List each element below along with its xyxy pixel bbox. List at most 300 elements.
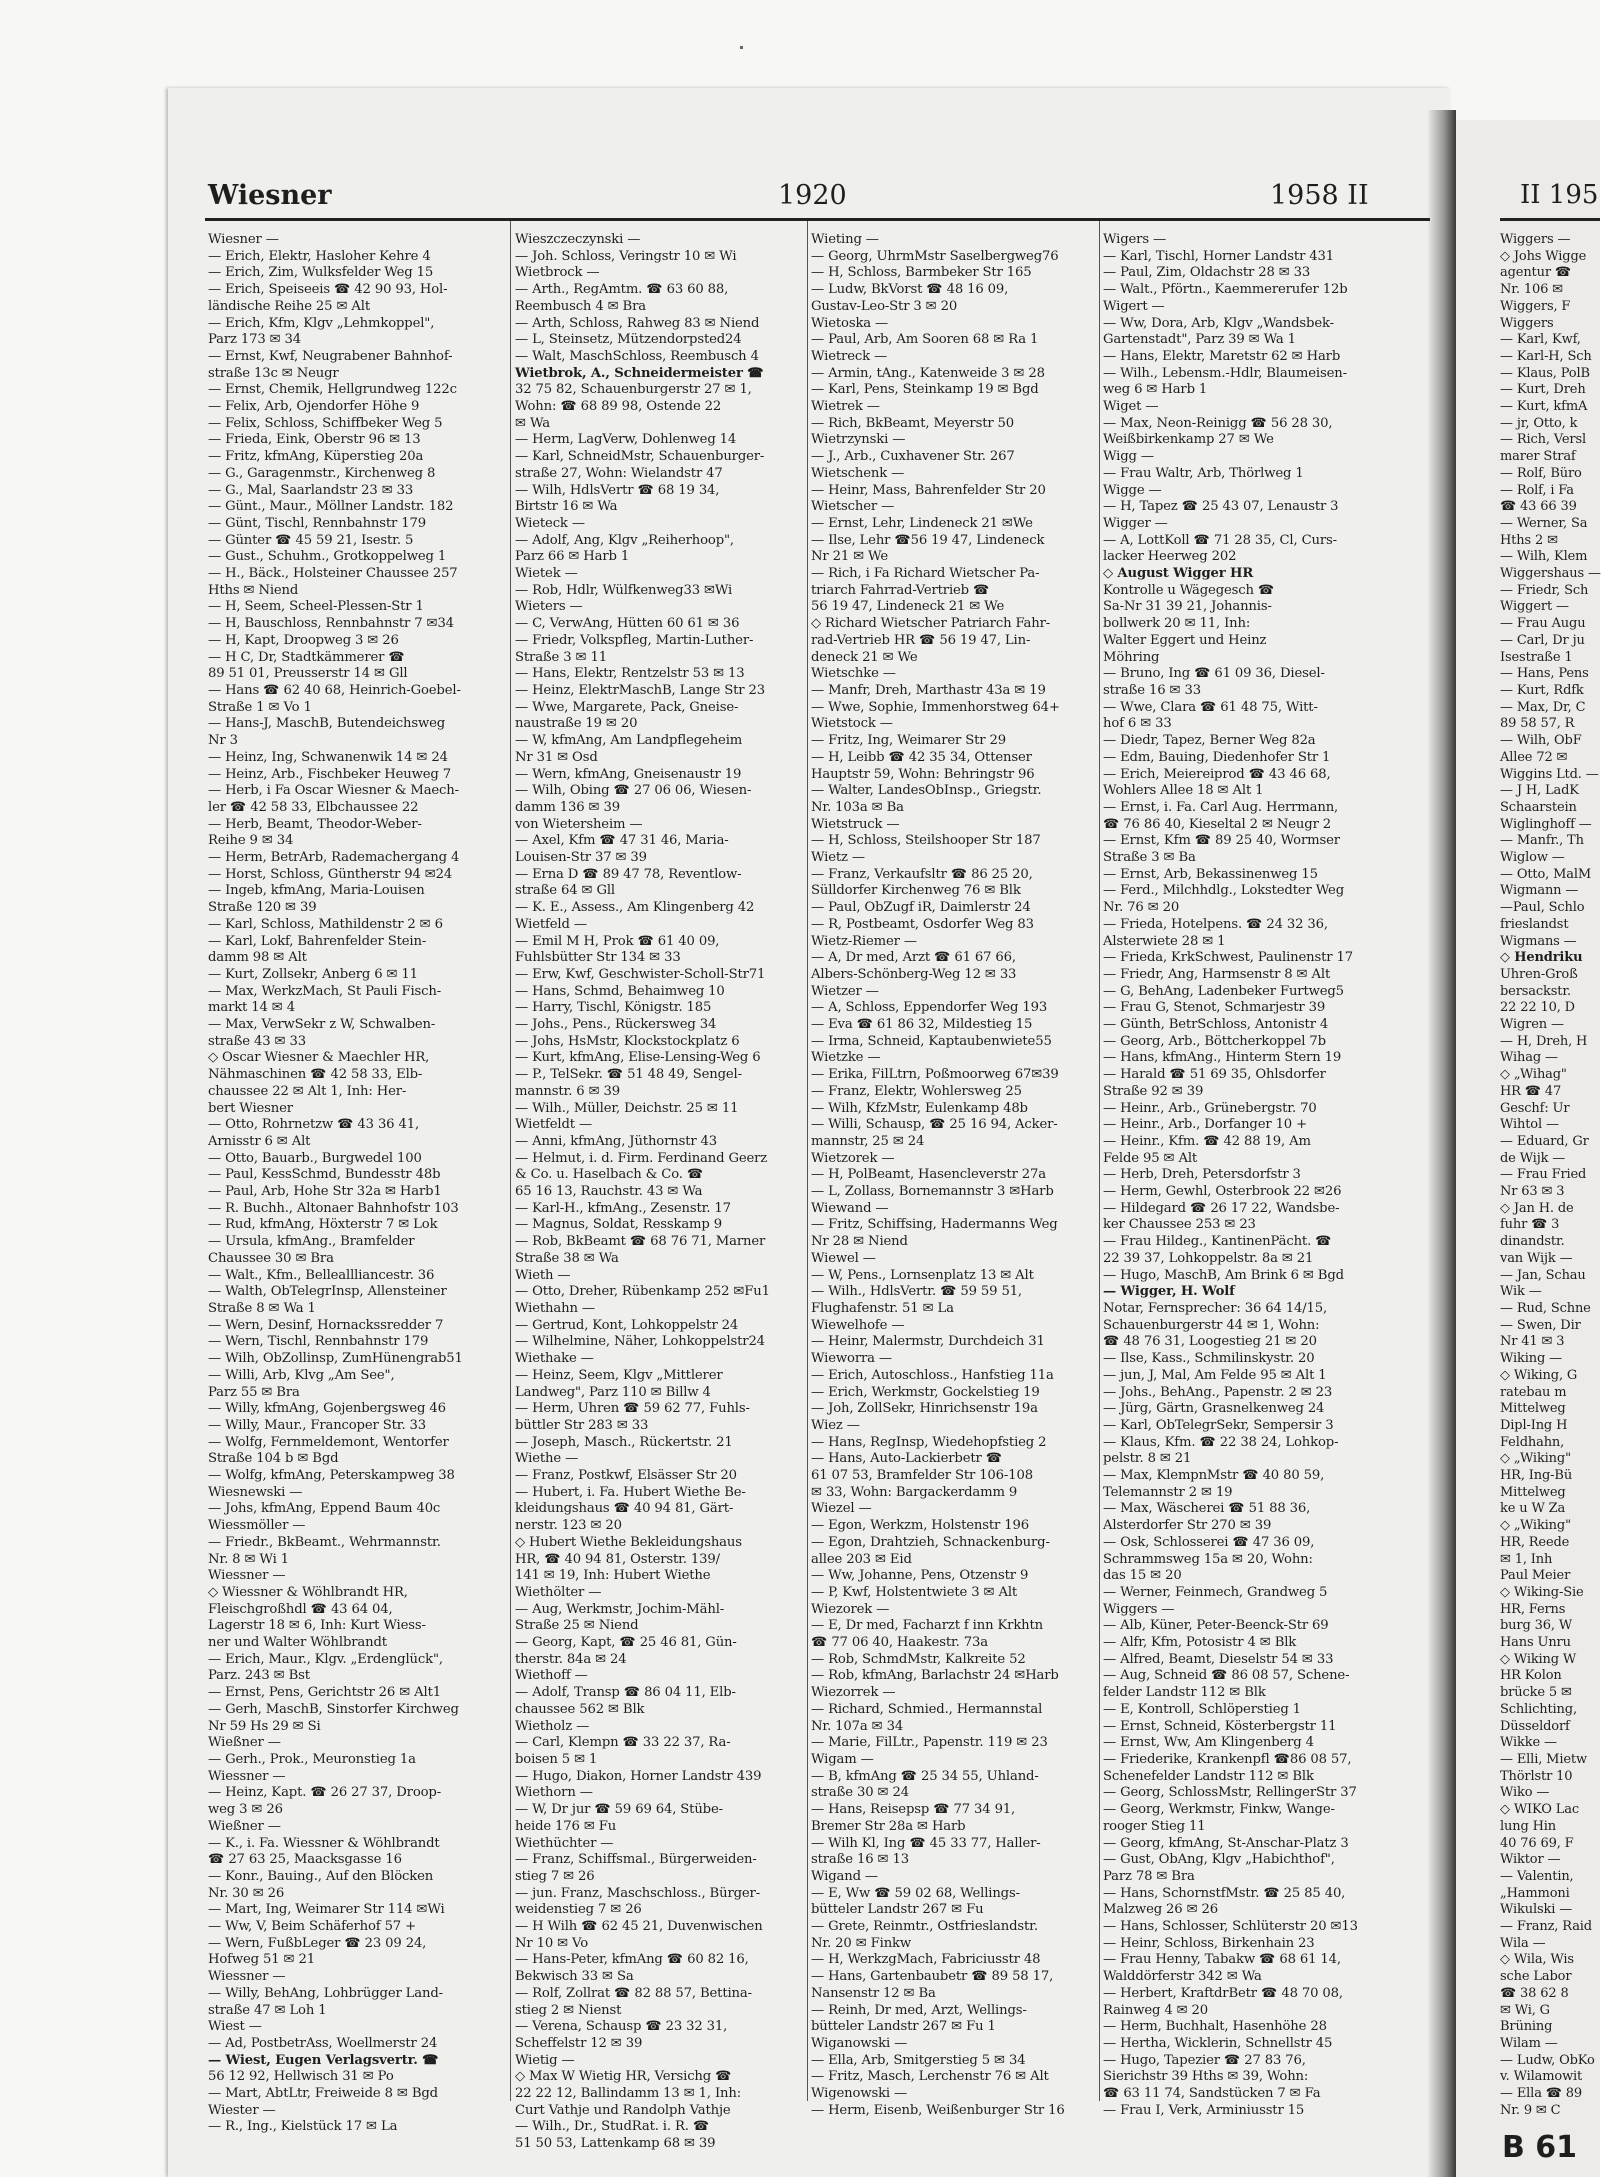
directory-line: 22 39 37, Lohkoppelstr. 8a ✉ 21 (1103, 1250, 1314, 1266)
running-head-name: Wiesner (208, 180, 332, 211)
directory-line: — Heinz, Arb., Fischbeker Heuweg 7 (208, 766, 451, 782)
directory-line: — jun, J, Mal, Am Felde 95 ✉ Alt 1 (1103, 1367, 1327, 1383)
directory-line: — Kurt, kfmA (1500, 399, 1588, 415)
directory-line: — Ernst, Schneid, Kösterbergstr 11 (1103, 1718, 1337, 1734)
directory-line: Curt Vathje und Randolph Vathje (515, 2102, 731, 2118)
directory-line: Alsterdorfer Str 270 ✉ 39 (1103, 1518, 1272, 1534)
directory-line: Wietrek — (811, 399, 880, 415)
directory-line: ◇ Jan H. de (1500, 1200, 1574, 1216)
directory-line: — Karl, Pens, Steinkamp 19 ✉ Bgd (811, 382, 1039, 398)
directory-line: mannstr, 25 ✉ 24 (811, 1133, 925, 1149)
directory-line: — Kurt, Zollsekr, Anberg 6 ✉ 11 (208, 966, 418, 982)
directory-line: — Wern, FußbLeger ☎ 23 09 24, (208, 1935, 427, 1951)
directory-line: damm 98 ✉ Alt (208, 950, 307, 966)
directory-line: — Max, Neon-Reinigg ☎ 56 28 30, (1103, 415, 1333, 431)
directory-line: — Erich, Zim, Wulksfelder Weg 15 (208, 265, 434, 281)
directory-line: chaussee 22 ✉ Alt 1, Inh: Her- (208, 1083, 407, 1099)
directory-line: Wiethe — (515, 1451, 579, 1467)
directory-line: — Verena, Schausp ☎ 23 32 31, (515, 2019, 728, 2035)
directory-line: — J H, LadK (1500, 783, 1579, 799)
directory-line: Wietz-Riemer — (811, 933, 917, 949)
directory-line: Nr 59 Hs 29 ✉ Si (208, 1718, 321, 1734)
directory-line: ler ☎ 42 58 33, Elbchaussee 22 (208, 799, 419, 815)
column-divider (807, 221, 808, 2101)
directory-line: — Wilh, KfzMstr, Eulenkamp 48b (811, 1100, 1028, 1116)
directory-line: — Harry, Tischl, Königstr. 185 (515, 1000, 712, 1016)
directory-line: — Emil M H, Prok ☎ 61 40 09, (515, 933, 720, 949)
directory-line: — Manfr., Th (1500, 833, 1584, 849)
directory-line: — Max, Dr, C (1500, 699, 1586, 715)
directory-line: — Rob, kfmAng, Barlachstr 24 ✉Harb (811, 1668, 1059, 1684)
directory-line: Parz. 243 ✉ Bst (208, 1668, 310, 1684)
directory-line: — Karl-H., kfmAng., Zesenstr. 17 (515, 1200, 731, 1216)
directory-line: — Karl, Schloss, Mathildenstr 2 ✉ 6 (208, 916, 443, 932)
directory-line: — Heinr, Schloss, Birkenhain 23 (1103, 1935, 1315, 1951)
directory-line: ke u W Za (1500, 1501, 1566, 1517)
directory-line: — jun. Franz, Maschschloss., Bürger- (515, 1885, 761, 1901)
directory-line: — W, kfmAng, Am Landpflegeheim (515, 733, 743, 749)
directory-line: Notar, Fernsprecher: 36 64 14/15, (1103, 1301, 1328, 1316)
directory-line: Wietzorek — (811, 1150, 895, 1166)
directory-line: ländische Reihe 25 ✉ Alt (208, 298, 370, 314)
directory-line: Nr. 103a ✉ Ba (811, 799, 904, 815)
directory-line: Wietrzynski — (811, 432, 906, 448)
directory-line: Paul Meier (1500, 1568, 1571, 1584)
directory-line: Parz 66 ✉ Harb 1 (515, 549, 630, 565)
directory-line: — Fritz, kfmAng, Küperstieg 20a (208, 449, 424, 465)
directory-line: — Valentin, (1500, 1868, 1574, 1884)
directory-line: Wietz — (811, 850, 865, 866)
directory-line: Wiking — (1500, 1351, 1562, 1367)
directory-line: — Axel, Kfm ☎ 47 31 46, Maria- (515, 833, 729, 849)
directory-line: — H, Schloss, Steilshooper Str 187 (811, 833, 1041, 849)
directory-line: — Wilh, ObZollinsp, ZumHünengrab51 (208, 1351, 463, 1367)
directory-line: Düsseldorf (1500, 1718, 1570, 1734)
directory-line: Feldhahn, (1500, 1434, 1565, 1450)
directory-line: — L, Zollass, Bornemannstr 3 ✉Harb (811, 1184, 1054, 1200)
directory-line: heide 176 ✉ Fu (515, 1818, 617, 1834)
directory-line: Nr 63 ✉ 3 (1500, 1184, 1565, 1200)
directory-line: — Frau Hildeg., KantinenPächt. ☎ (1103, 1234, 1332, 1250)
directory-line: rad-Vertrieb HR ☎ 56 19 47, Lin- (811, 632, 1031, 648)
directory-line: — Alfred, Beamt, Dieselstr 54 ✉ 33 (1103, 1651, 1334, 1667)
directory-line: — Adolf, Transp ☎ 86 04 11, Elb- (515, 1685, 736, 1701)
directory-line: — Otto, Rohrnetzw ☎ 43 36 41, (208, 1117, 419, 1133)
directory-line: ✉ 33, Wohn: Bargackerdamm 9 (811, 1484, 1018, 1500)
directory-line: Albers-Schönberg-Weg 12 ✉ 33 (811, 966, 1017, 982)
directory-line: Wigers — (1103, 232, 1167, 247)
directory-line: — Frau Henny, Tabakw ☎ 68 61 14, (1103, 1952, 1341, 1968)
directory-line: — Heinz, Ing, Schwanenwik 14 ✉ 24 (208, 749, 448, 765)
directory-line: — Gerh., Prok., Meuronstieg 1a (208, 1751, 416, 1767)
directory-line: — Erna D ☎ 89 47 78, Reventlow- (515, 866, 742, 882)
directory-line: HR, Ferns (1500, 1601, 1566, 1617)
directory-line: — Bruno, Ing ☎ 61 09 36, Diesel- (1103, 666, 1325, 682)
directory-line: — Wigger, H. Wolf (1103, 1284, 1235, 1300)
directory-line: Wiesner — (208, 232, 279, 247)
directory-line: — Georg, SchlossMstr, RellingerStr 37 (1103, 1785, 1357, 1801)
directory-line: weidenstieg 7 ✉ 26 (515, 1902, 642, 1918)
directory-line: — Hans, Elektr, Rentzelstr 53 ✉ 13 (515, 666, 745, 682)
directory-line: — Günt, Tischl, Rennbahnstr 179 (208, 515, 426, 531)
directory-line: — Karl, Kwf, (1500, 332, 1581, 348)
directory-line: & Co. u. Haselbach & Co. ☎ (515, 1167, 704, 1183)
directory-line: ◇ Max W Wietig HR, Versichg ☎ (515, 2069, 732, 2085)
directory-line: Wigge — (1103, 482, 1162, 498)
directory-line: — Alb, Küner, Peter-Beenck-Str 69 (1103, 1618, 1329, 1634)
directory-line: frieslandst (1500, 916, 1569, 932)
directory-line: — Wolfg, Fernmeldemont, Wentorfer (208, 1434, 449, 1450)
directory-line: Wiko — (1500, 1785, 1550, 1801)
directory-line: straße 43 ✉ 33 (208, 1033, 306, 1049)
directory-line: sche Labor (1500, 1969, 1572, 1985)
directory-line: — Richard, Schmied., Hermannstal (811, 1701, 1043, 1717)
directory-line: — Ludw, BkVorst ☎ 48 16 09, (811, 282, 1009, 298)
directory-line: — R., Ing., Kielstück 17 ✉ La (208, 2119, 398, 2135)
directory-line: 65 16 13, Rauchstr. 43 ✉ Wa (515, 1184, 703, 1200)
directory-line: — Hans, Schmd, Behaimweg 10 (515, 983, 725, 999)
directory-line: straße 16 ✉ 33 (1103, 682, 1201, 698)
directory-line: Wietbrok, A., Schneidermeister ☎ (515, 365, 764, 381)
directory-line: — Willy, Maur., Francoper Str. 33 (208, 1417, 427, 1433)
directory-line: — A, Dr med, Arzt ☎ 61 67 66, (811, 950, 1016, 966)
directory-line: — Heinr, Malermstr, Durchdeich 31 (811, 1334, 1045, 1350)
directory-line: ◇ Hendriku (1500, 950, 1583, 966)
directory-line: Mittelweg (1500, 1484, 1566, 1500)
facing-page-column (1500, 232, 1601, 2118)
directory-line: pelstr. 8 ✉ 21 (1103, 1451, 1192, 1467)
directory-line: Arnisstr 6 ✉ Alt (208, 1133, 311, 1149)
directory-line: ◇ Oscar Wiesner & Maechler HR, (208, 1050, 430, 1066)
directory-line: — B, kfmAng ☎ 25 34 55, Uhland- (811, 1768, 1039, 1784)
directory-line: — Rich, i Fa Richard Wietscher Pa- (811, 566, 1040, 582)
directory-line: Nr 3 (208, 733, 238, 749)
directory-line: Wiesnewski — (208, 1484, 303, 1500)
directory-line: Wietfeld — (515, 916, 587, 932)
directory-line: — Ernst, Kwf, Neugrabener Bahnhof- (208, 348, 453, 364)
directory-line: — Eduard, Gr (1500, 1133, 1589, 1149)
directory-line: Nr. 76 ✉ 20 (1103, 900, 1180, 916)
directory-line: Wohn: ☎ 68 89 98, Ostende 22 (515, 399, 722, 415)
directory-line: — Erich, Speiseeis ☎ 42 90 93, Hol- (208, 282, 448, 298)
directory-line: — Frau Fried (1500, 1167, 1587, 1183)
directory-line: HR ☎ 47 (1500, 1083, 1562, 1099)
directory-line: — Hugo, MaschB, Am Brink 6 ✉ Bgd (1103, 1267, 1344, 1283)
directory-line: — Hugo, Diakon, Horner Landstr 439 (515, 1768, 762, 1784)
directory-line: — Fritz, Masch, Lerchenstr 76 ✉ Alt (811, 2069, 1049, 2085)
directory-line: — Georg, Werkmstr, Finkw, Wange- (1103, 1802, 1335, 1818)
directory-line: Wigand — (811, 1868, 878, 1884)
directory-line: bütteler Landstr 267 ✉ Fu (811, 1902, 984, 1918)
directory-line: ◇ „Wiking" (1500, 1518, 1571, 1534)
directory-line: — Friedr, Ang, Harmsenstr 8 ✉ Alt (1103, 966, 1331, 982)
directory-line: — Walt, MaschSchloss, Reembusch 4 (515, 348, 759, 364)
directory-line: Gartenstadt", Parz 39 ✉ Wa 1 (1103, 332, 1296, 348)
directory-line: ☎ 27 63 25, Maacksgasse 16 (208, 1852, 402, 1868)
directory-line: Malzweg 26 ✉ 26 (1103, 1902, 1219, 1918)
directory-line: — Herb, Dreh, Petersdorfstr 3 (1103, 1167, 1301, 1183)
directory-line: Hofweg 51 ✉ 21 (208, 1952, 315, 1968)
directory-line: — Heinz, Seem, Klgv „Mittlerer (515, 1367, 723, 1383)
directory-line: — Frau G, Stenot, Schmarjestr 39 (1103, 1000, 1326, 1016)
directory-line: — Günter ☎ 45 59 21, Isestr. 5 (208, 532, 414, 548)
directory-line: — Konr., Bauing., Auf den Blöcken (208, 1868, 434, 1884)
directory-line: Nr 10 ✉ Vo (515, 1935, 589, 1951)
directory-line: — A, Schloss, Eppendorfer Weg 193 (811, 1000, 1048, 1016)
directory-line: — Herbert, KraftdrBetr ☎ 48 70 08, (1103, 1985, 1343, 2001)
directory-line: markt 14 ✉ 4 (208, 1000, 295, 1016)
directory-line: — Kurt, kfmAng, Elise-Lensing-Weg 6 (515, 1050, 761, 1066)
directory-line: — Wilh., HdlsVertr. ☎ 59 59 51, (811, 1284, 1022, 1300)
directory-line: Wiganowski — (811, 2035, 908, 2051)
directory-line: — Johs, HsMstr, Klockstockplatz 6 (515, 1033, 740, 1049)
directory-line: ◇ „Wihag" (1500, 1067, 1567, 1083)
directory-line: — Wilh., Müller, Deichstr. 25 ✉ 11 (515, 1100, 739, 1116)
directory-line: — H., Bäck., Holsteiner Chaussee 257 (208, 566, 458, 582)
directory-line: — Klaus, PolB (1500, 365, 1590, 381)
directory-line: — Wilhelmine, Näher, Lohkoppelstr24 (515, 1334, 765, 1350)
directory-line: — Hans, Reisepsp ☎ 77 34 91, (811, 1802, 1016, 1818)
directory-line: — R. Buchh., Altonaer Bahnhofstr 103 (208, 1200, 459, 1216)
directory-line: — Herm, Buchhalt, Hasenhöhe 28 (1103, 2019, 1327, 2035)
directory-line: — Jan, Schau (1500, 1267, 1586, 1283)
directory-line: — Herb, Beamt, Theodor-Weber- (208, 816, 422, 832)
directory-line: ◇ WIKO Lac (1500, 1802, 1579, 1818)
directory-line: 89 51 01, Preusserstr 14 ✉ Gll (208, 666, 408, 682)
directory-line: — Rob, Hdlr, Wülfkenweg33 ✉Wi (515, 582, 733, 598)
directory-line: — H, Tapez ☎ 25 43 07, Lenaustr 3 (1103, 499, 1339, 515)
directory-line: — Günth, BetrSchloss, Antonistr 4 (1103, 1017, 1329, 1033)
directory-line: Landweg", Parz 110 ✉ Billw 4 (515, 1384, 711, 1400)
directory-line: — Willi, Arb, Klvg „Am See", (208, 1367, 395, 1383)
directory-line: — K. E., Assess., Am Klingenberg 42 (515, 900, 755, 916)
directory-line: — Alfr, Kfm, Potosistr 4 ✉ Blk (1103, 1635, 1297, 1651)
directory-line: Kontrolle u Wägegesch ☎ (1103, 582, 1275, 598)
directory-line: ◇ Johs Wigge (1500, 248, 1587, 264)
directory-line: — Herm, Eisenb, Weißenburger Str 16 (811, 2102, 1065, 2118)
directory-line: ☎ 77 06 40, Haakestr. 73a (811, 1635, 988, 1651)
directory-line: — Rolf, i Fa (1500, 482, 1574, 498)
directory-line: Wiglinghoff — (1500, 816, 1592, 832)
directory-line: Walter Eggert und Heinz (1103, 632, 1267, 648)
directory-line: Schaarstein (1500, 799, 1577, 815)
directory-line: — Friederike, Krankenpfl ☎86 08 57, (1103, 1751, 1352, 1767)
directory-line: — Klaus, Kfm. ☎ 22 38 24, Lohkop- (1103, 1434, 1339, 1450)
directory-line: Flughafenstr. 51 ✉ La (811, 1301, 954, 1316)
directory-line: — Georg, kfmAng, St-Anschar-Platz 3 (1103, 1835, 1349, 1851)
directory-line: Rainweg 4 ✉ 20 (1103, 2002, 1209, 2018)
directory-line: burg 36, W (1500, 1618, 1573, 1634)
directory-line: Wiglow — (1500, 850, 1565, 866)
directory-line: Schenefelder Landstr 112 ✉ Blk (1103, 1768, 1314, 1784)
directory-line: — H, Kapt, Droopweg 3 ✉ 26 (208, 632, 399, 648)
directory-line: — Hans, Gartenbaubetr ☎ 89 58 17, (811, 1969, 1054, 1985)
directory-line: — Osk, Schlossereі ☎ 47 36 09, (1103, 1534, 1315, 1550)
directory-line: — Erich, Autoschloss., Hanfstieg 11a (811, 1367, 1054, 1383)
directory-line: Hths 2 ✉ (1500, 532, 1558, 548)
directory-line: Wigger — (1103, 515, 1168, 531)
directory-line: 51 50 53, Lattenkamp 68 ✉ 39 (515, 2136, 716, 2152)
directory-line: — Wern, Desinf, Hornackssredder 7 (208, 1317, 444, 1333)
directory-line: ☎ 38 62 8 (1500, 1985, 1569, 2001)
directory-line: — Adolf, Ang, Klgv „Reiherhoop", (515, 532, 734, 548)
directory-line: von Wietersheim — (515, 816, 643, 832)
directory-line: Wila — (1500, 1935, 1546, 1951)
directory-line: Wietfeldt — (515, 1117, 593, 1133)
directory-line: Wiewelhofe — (811, 1317, 905, 1333)
directory-line: — Max, Wäscherei ☎ 51 88 36, (1103, 1501, 1311, 1517)
directory-line: chaussee 562 ✉ Blk (515, 1701, 645, 1717)
directory-line: — Arth, Schloss, Rahweg 83 ✉ Niend (515, 315, 760, 331)
directory-line: — Werner, Feinmech, Grandweg 5 (1103, 1584, 1328, 1600)
directory-line: allee 203 ✉ Eid (811, 1551, 912, 1567)
directory-line: hof 6 ✉ 33 (1103, 716, 1172, 732)
directory-line: — Anni, kfmAng, Jüthornstr 43 (515, 1133, 718, 1149)
directory-line: — Heinr., Arb., Dorfanger 10 + (1103, 1117, 1307, 1133)
directory-line: — Georg, Kapt, ☎ 25 46 81, Gün- (515, 1635, 737, 1651)
directory-line: ☎ 48 76 31, Loogestieg 21 ✉ 20 (1103, 1334, 1317, 1350)
directory-line: — Walt., Pförtn., Kaemmererufer 12b (1103, 282, 1348, 298)
directory-line: das 15 ✉ 20 (1103, 1568, 1182, 1584)
directory-line: Nr. 30 ✉ 26 (208, 1885, 285, 1901)
directory-line: — P., TelSekr. ☎ 51 48 49, Sengel- (515, 1067, 742, 1083)
directory-line: Nr 28 ✉ Niend (811, 1234, 908, 1250)
directory-line: — Walt., Kfm., Belleallliancestr. 36 (208, 1267, 435, 1283)
directory-line: — Egon, Werkzm, Holstenstr 196 (811, 1518, 1029, 1534)
directory-line: Wietreck — (811, 348, 888, 364)
directory-line: Straße 3 ✉ Ba (1103, 850, 1196, 866)
directory-line: Wieters — (515, 599, 583, 615)
directory-line: ◇ „Wiking" (1500, 1451, 1571, 1467)
directory-line: — L, Steinsetz, Mützendorpsted24 (515, 332, 742, 348)
directory-line: — G., Garagenmstr., Kirchenweg 8 (208, 465, 436, 481)
directory-line: Brüning (1500, 2019, 1553, 2035)
directory-line: Schlichting, (1500, 1701, 1577, 1717)
directory-line: — Helmut, i. d. Firm. Ferdinand Geerz (515, 1150, 768, 1166)
directory-line: deneck 21 ✉ We (811, 649, 918, 665)
directory-line: ratebau m (1500, 1384, 1567, 1400)
directory-line: ☎ 43 66 39 (1500, 499, 1577, 515)
directory-line: Nr. 9 ✉ C (1500, 2102, 1561, 2118)
directory-line: — Kurt, Rdfk (1500, 682, 1584, 698)
directory-line: — Mart, AbtLtr, Freiweide 8 ✉ Bgd (208, 2086, 438, 2102)
directory-line: triarch Fahrrad-Vertrieb ☎ (811, 582, 990, 598)
directory-line: — Wilh Kl, Ing ☎ 45 33 77, Haller- (811, 1835, 1041, 1851)
directory-line: de Wijk — (1500, 1150, 1566, 1166)
directory-line: ✉ 1, Inh (1500, 1551, 1553, 1567)
directory-line: — H, Leibb ☎ 42 35 34, Ottenser (811, 749, 1032, 765)
directory-line: — Frau Waltr, Arb, Thörlweg 1 (1103, 465, 1304, 481)
running-head-year: 1920 (778, 180, 847, 211)
directory-line: Walddörferstr 342 ✉ Wa (1103, 1969, 1262, 1985)
directory-line: — Manfr, Dreh, Marthastr 43a ✉ 19 (811, 682, 1046, 698)
directory-line: — H, Dreh, H (1500, 1033, 1588, 1049)
directory-line: — H, Bauschloss, Rennbahnstr 7 ✉34 (208, 616, 454, 632)
directory-line: Wikulski — (1500, 1902, 1573, 1918)
directory-line: Wiggers — (1500, 232, 1571, 247)
directory-line: — H Wilh ☎ 62 45 21, Duvenwischen (515, 1919, 763, 1935)
directory-line: weg 3 ✉ 26 (208, 1802, 283, 1818)
directory-line: Hauptstr 59, Wohn: Behringstr 96 (811, 766, 1035, 782)
directory-column-2 (515, 232, 803, 2152)
directory-line: — Gust., Schuhm., Grotkoppelweg 1 (208, 549, 447, 565)
directory-line: — Egon, Drahtzieh, Schnackenburg- (811, 1534, 1050, 1550)
directory-line: — Hubert, i. Fa. Hubert Wiethe Be- (515, 1484, 746, 1500)
directory-line: Nr. 20 ✉ Finkw (811, 1935, 912, 1951)
directory-line: — Aug, Werkmstr, Jochim-Mähl- (515, 1601, 725, 1617)
directory-line: Wiethüchter — (515, 1835, 614, 1851)
directory-line: HR, Ing-Bü (1500, 1468, 1573, 1484)
directory-line: — Ilse, Lehr ☎56 19 47, Lindeneck (811, 532, 1045, 548)
directory-line: Nr. 107a ✉ 34 (811, 1718, 904, 1734)
directory-line: Nr. 106 ✉ (1500, 282, 1563, 298)
directory-line: — Herm, Gewhl, Osterbrook 22 ✉26 (1103, 1184, 1342, 1200)
directory-line: rooger Stieg 11 (1103, 1818, 1206, 1834)
directory-line: straße 47 ✉ Loh 1 (208, 2002, 327, 2018)
directory-line: — Gertrud, Kont, Lohkoppelstr 24 (515, 1317, 739, 1333)
directory-line: 22 22 10, D (1500, 1000, 1575, 1016)
directory-line: bersackstr. (1500, 983, 1571, 999)
directory-line: fuhr ☎ 3 (1500, 1217, 1560, 1233)
directory-line: — Heinz, ElektrMaschB, Lange Str 23 (515, 682, 765, 698)
directory-line: HR Kolon (1500, 1668, 1562, 1684)
directory-line: — Ad, PostbetrAss, Woellmerstr 24 (208, 2035, 438, 2051)
directory-line: — Ernst, Lehr, Lindeneck 21 ✉We (811, 515, 1033, 531)
directory-line: — Erich, Kfm, Klgv „Lehmkoppel", (208, 315, 435, 331)
directory-line: Wihtol — (1500, 1117, 1559, 1133)
scan-speck (740, 46, 743, 49)
directory-line: boisen 5 ✉ 1 (515, 1751, 598, 1767)
directory-line: — Ww, Dora, Arb, Klgv „Wandsbek- (1103, 315, 1334, 331)
directory-line: Telemannstr 2 ✉ 19 (1103, 1484, 1233, 1500)
directory-line: — Otto, Bauarb., Burgwedel 100 (208, 1150, 422, 1166)
directory-line: — Hans, kfmAng., Hinterm Stern 19 (1103, 1050, 1342, 1066)
directory-line: Straße 120 ✉ 39 (208, 900, 317, 916)
directory-line: Wieteck — (515, 515, 585, 531)
directory-line: Allee 72 ✉ (1500, 749, 1568, 765)
directory-line: 32 75 82, Schauenburgerstr 27 ✉ 1, (515, 382, 752, 398)
directory-line: — Heinr., Kfm. ☎ 42 88 19, Am (1103, 1133, 1311, 1149)
directory-line: — Irma, Schneid, Kaptaubenwiete55 (811, 1033, 1052, 1049)
directory-line: 89 58 57, R (1500, 716, 1575, 732)
directory-line: — Paul, Arb, Am Sooren 68 ✉ Ra 1 (811, 332, 1039, 348)
directory-line: Nansenstr 12 ✉ Ba (811, 1985, 936, 2001)
directory-line: — Ernst, i. Fa. Carl Aug. Herrmann, (1103, 799, 1339, 815)
column-divider (510, 221, 511, 2101)
directory-line: Wigmann — (1500, 883, 1579, 899)
directory-line: ◇ Wila, Wis (1500, 1952, 1574, 1968)
directory-line: Wiget — (1103, 399, 1159, 415)
directory-line: — Erich, Werkmstr, Gockelstieg 19 (811, 1384, 1040, 1400)
directory-line: Wiggers, F (1500, 298, 1571, 314)
directory-line: ✉ Wi, G (1500, 2002, 1550, 2018)
directory-line: Nr. 8 ✉ Wi 1 (208, 1551, 289, 1567)
directory-line: ☎ 63 11 74, Sandstücken 7 ✉ Fa (1103, 2086, 1321, 2102)
directory-line: — Herm, LagVerw, Dohlenweg 14 (515, 432, 737, 448)
directory-line: Wietzer — (811, 983, 879, 999)
directory-line: Wietscher — (811, 499, 895, 515)
directory-line: — Rich, BkBeamt, Meyerstr 50 (811, 415, 1015, 431)
directory-line: Uhren-Groß (1500, 966, 1578, 982)
directory-line: Wohlers Allee 18 ✉ Alt 1 (1103, 783, 1264, 799)
directory-line: — Hans, Auto-Lackierbetr ☎ (811, 1451, 1002, 1467)
directory-line: — Fritz, Schiffsing, Hadermanns Weg (811, 1217, 1058, 1233)
directory-line: — H, Seem, Scheel-Plessen-Str 1 (208, 599, 424, 615)
book-gutter (1428, 110, 1456, 2177)
directory-line: — Ww, V, Beim Schäferhof 57 + (208, 1919, 416, 1935)
directory-line: Wiezorrek — (811, 1685, 896, 1701)
directory-line: — Otto, Dreher, Rübenkamp 252 ✉Fu1 (515, 1284, 770, 1300)
